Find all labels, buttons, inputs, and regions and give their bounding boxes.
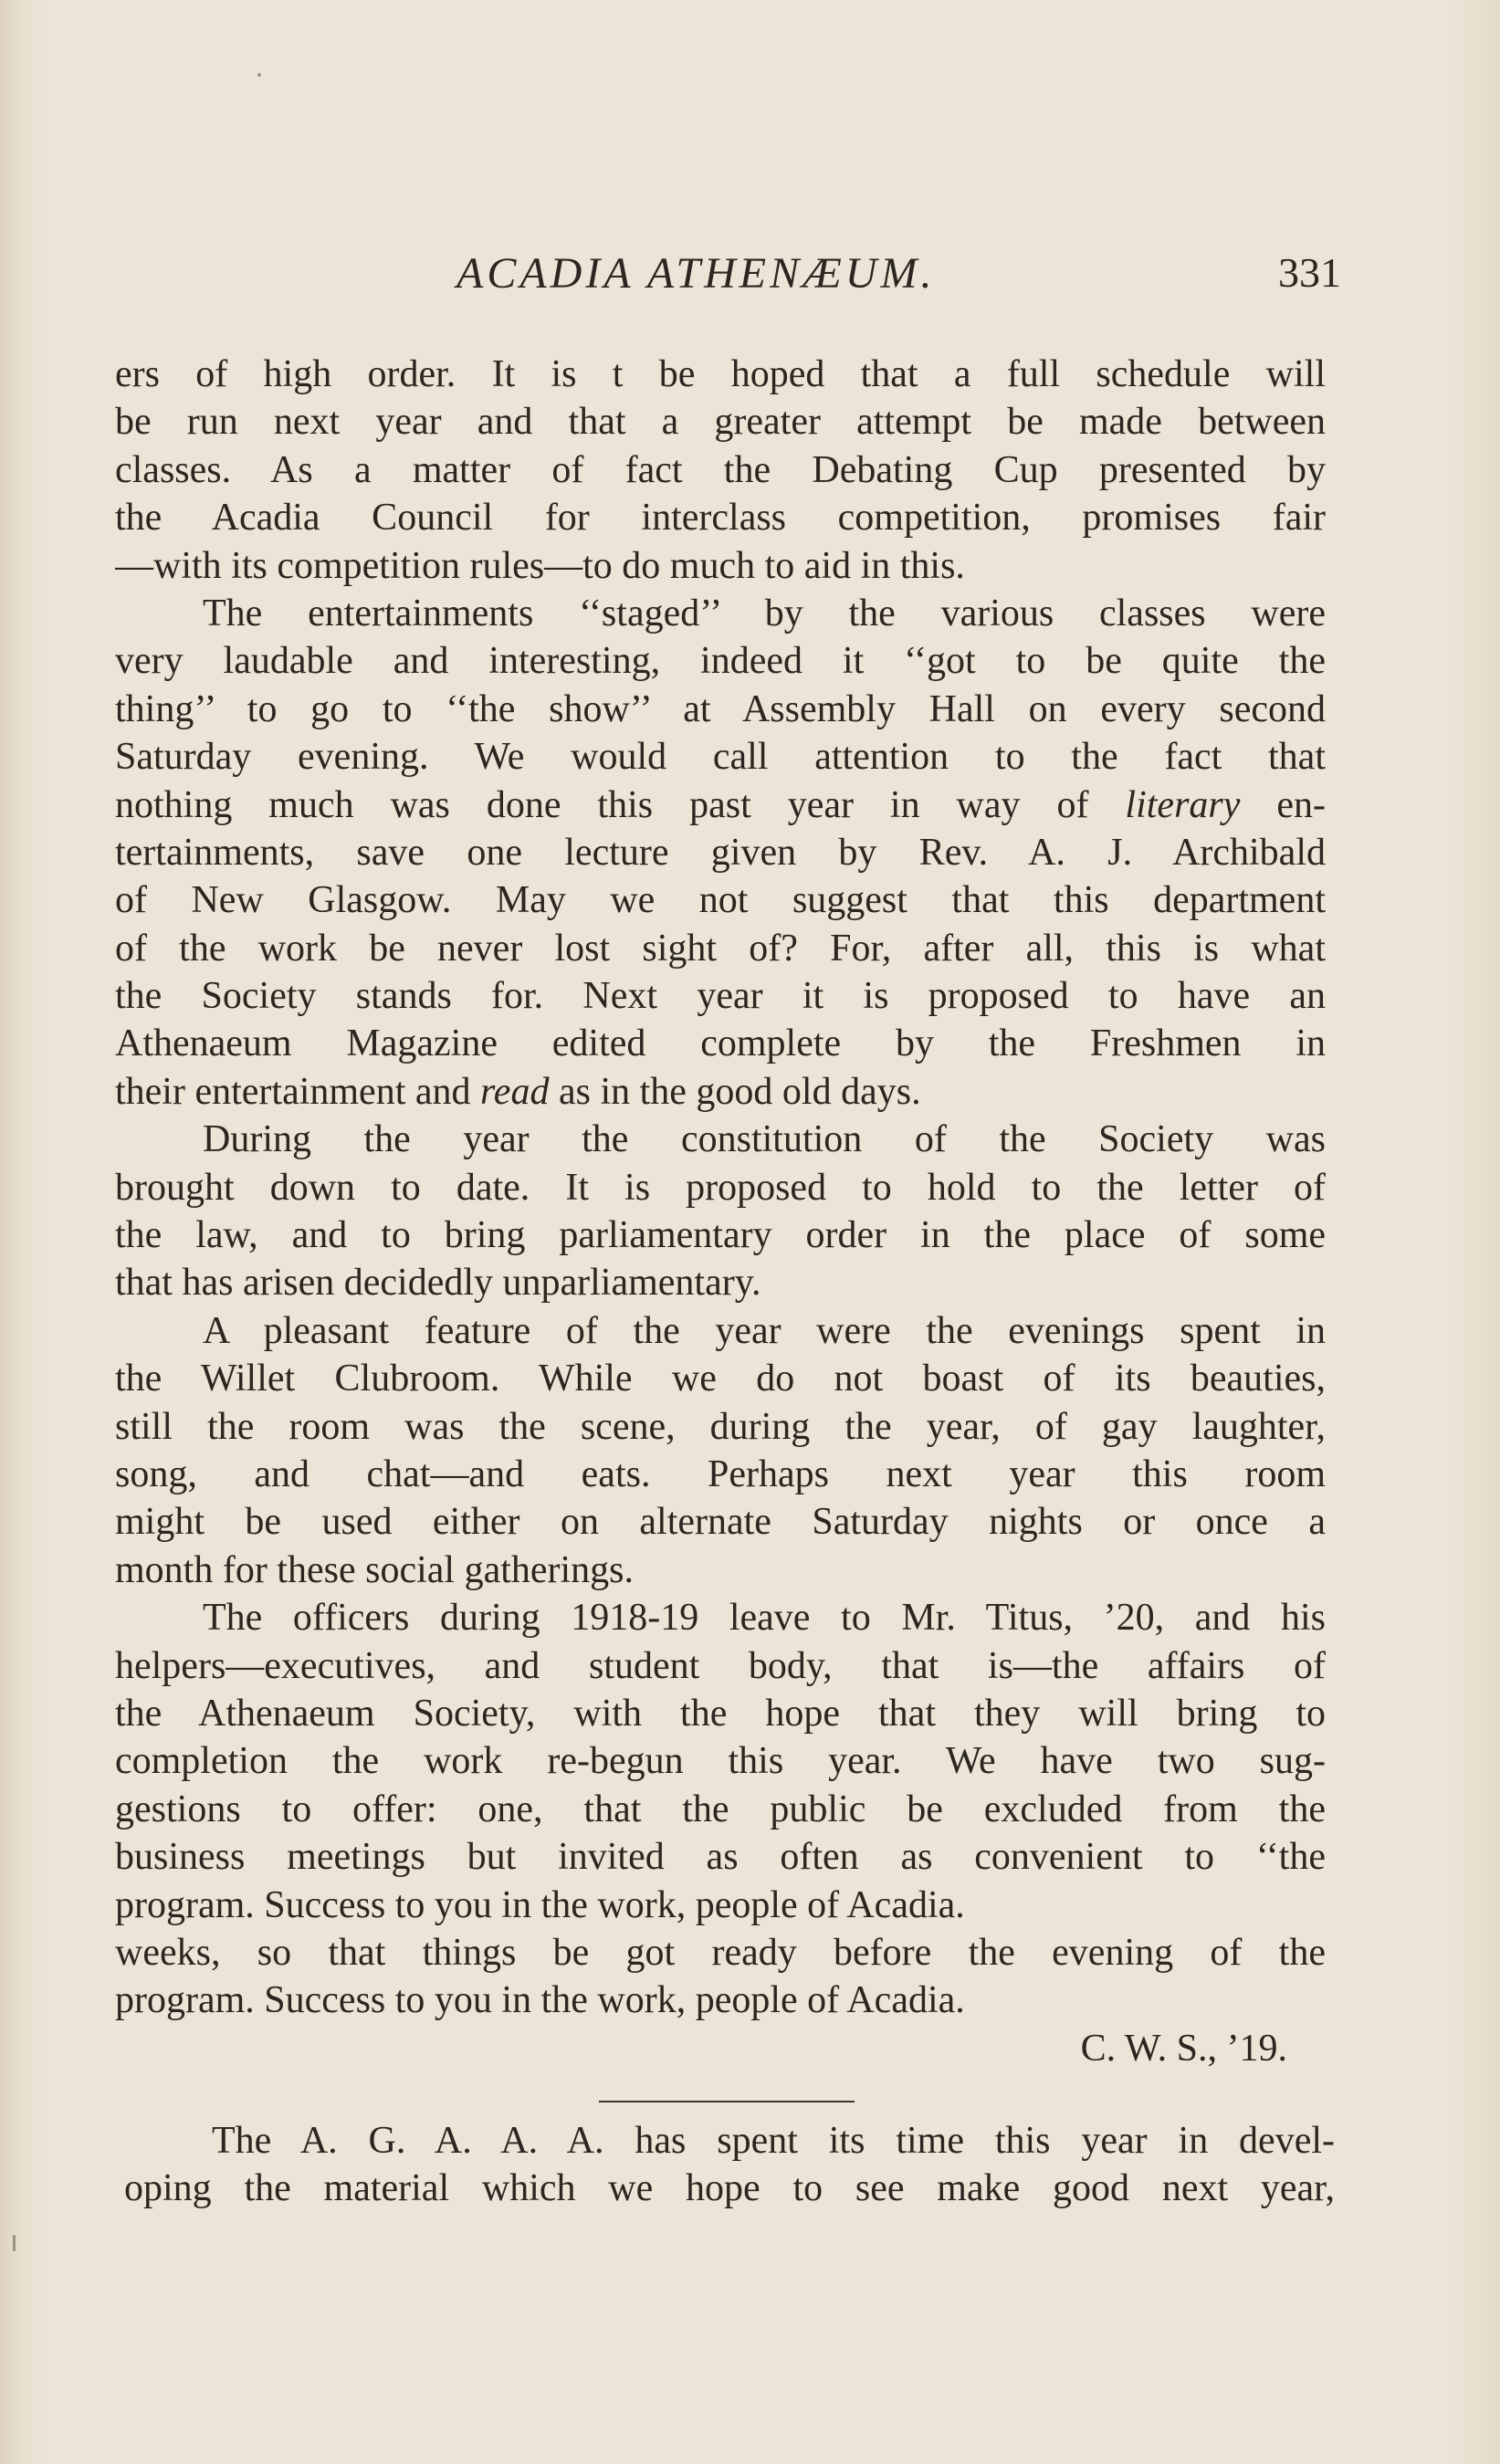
text-line: ers of high order. It is t be hoped that a full schedule will xyxy=(115,353,1326,395)
text-line: the Society stands for. Next year it is proposed to have an xyxy=(115,975,1326,1018)
text-line: —with its competition rules—to do much to aid in this. xyxy=(115,544,965,587)
text-line: During the year the constitution of the Society was xyxy=(203,1118,1326,1161)
text-line: that has arisen decidedly unparliamentary. xyxy=(115,1262,761,1305)
text-run: nothing much was done this past year in way of xyxy=(115,783,1126,826)
text-line xyxy=(115,1068,1326,1116)
page-blemish xyxy=(257,73,261,77)
text-line: helpers—executives, and student body, that is—the affairs of xyxy=(115,1644,1326,1687)
text-line: Saturday evening. We would call attention to the fact that xyxy=(115,736,1326,779)
text-line: program. Success to you in the work, people of Acadia. xyxy=(115,1883,965,1926)
text-line: classes. As a matter of fact the Debating Cup presented by xyxy=(115,448,1326,491)
italic-word: read xyxy=(480,1070,550,1113)
running-title: ACADIA ATHENÆUM. xyxy=(456,249,936,298)
text-line: business meetings but invited as often as convenient to ‘‘the xyxy=(115,1836,1326,1879)
next-article xyxy=(124,2116,1335,2212)
text-line: gestions to offer: one, that the public be excluded from the xyxy=(115,1788,1326,1830)
text-run: as in the good old days. xyxy=(549,1070,921,1113)
signature: C. W. S., ’19. xyxy=(1080,2027,1287,2070)
italic-word: literary xyxy=(1125,783,1241,826)
text-line: of New Glasgow. May we not suggest that this department xyxy=(115,879,1326,922)
text-line: The officers during 1918-19 leave to Mr. Titus, ’20, and his xyxy=(203,1597,1326,1640)
text-line: A pleasant feature of the year were the evenings spent in xyxy=(203,1309,1326,1352)
text-line: the Athenaeum Society, with the hope that they will bring to xyxy=(115,1692,1326,1735)
text-line: month for these social gatherings. xyxy=(115,1548,635,1591)
text-line: completion the work re-begun this year. We have two sug- xyxy=(115,1740,1326,1783)
text-line: weeks, so that things be got ready before the evening of the xyxy=(115,1931,1326,1974)
text-line: brought down to date. It is proposed to hold to the letter of xyxy=(115,1166,1326,1209)
text-line: Athenaeum Magazine edited complete by the Freshmen in xyxy=(115,1022,1326,1065)
section-divider xyxy=(599,2101,855,2102)
text-line: song, and chat—and eats. Perhaps next year this room xyxy=(115,1452,1326,1495)
text-line: tertainments, save one lecture given by Rev. A. J. Archibald xyxy=(115,831,1326,874)
text-line: oping the material which we hope to see make good next year, xyxy=(124,2167,1335,2210)
text-line: The A. G. A. A. A. has spent its time this year in devel- xyxy=(212,2120,1335,2162)
text-run: their entertainment and xyxy=(115,1070,481,1113)
text-line: thing’’ to go to ‘‘the show’’ at Assembly Hall on every second xyxy=(115,687,1326,730)
text-line: The entertainments ‘‘staged’’ by the various classes were xyxy=(203,592,1326,634)
text-line: still the room was the scene, during the year, of gay laughter, xyxy=(115,1405,1326,1448)
article-body xyxy=(115,351,1326,2072)
text-line: the law, and to bring parliamentary order in the place of some xyxy=(115,1214,1326,1257)
text-line: might be used either on alternate Saturday nights or once a xyxy=(115,1501,1326,1544)
page-number: 331 xyxy=(1278,249,1341,296)
running-header xyxy=(0,248,1500,303)
text-line: the Willet Clubroom. While we do not boast of its beauties, xyxy=(115,1358,1326,1400)
text-line: the Acadia Council for interclass competition, promises fair xyxy=(115,497,1326,540)
text-line: be run next year and that a greater attempt be made between xyxy=(115,401,1326,444)
text-line: of the work be never lost sight of? For, after all, this is what xyxy=(115,927,1326,970)
text-line: program. Success to you in the work, people of Acadia. xyxy=(115,1979,965,2022)
text-line: very laudable and interesting, indeed it ‘‘got to be quite the xyxy=(115,640,1326,683)
text-line xyxy=(115,781,1326,829)
text-run: en- xyxy=(1240,783,1326,826)
page-blemish xyxy=(13,2235,16,2251)
